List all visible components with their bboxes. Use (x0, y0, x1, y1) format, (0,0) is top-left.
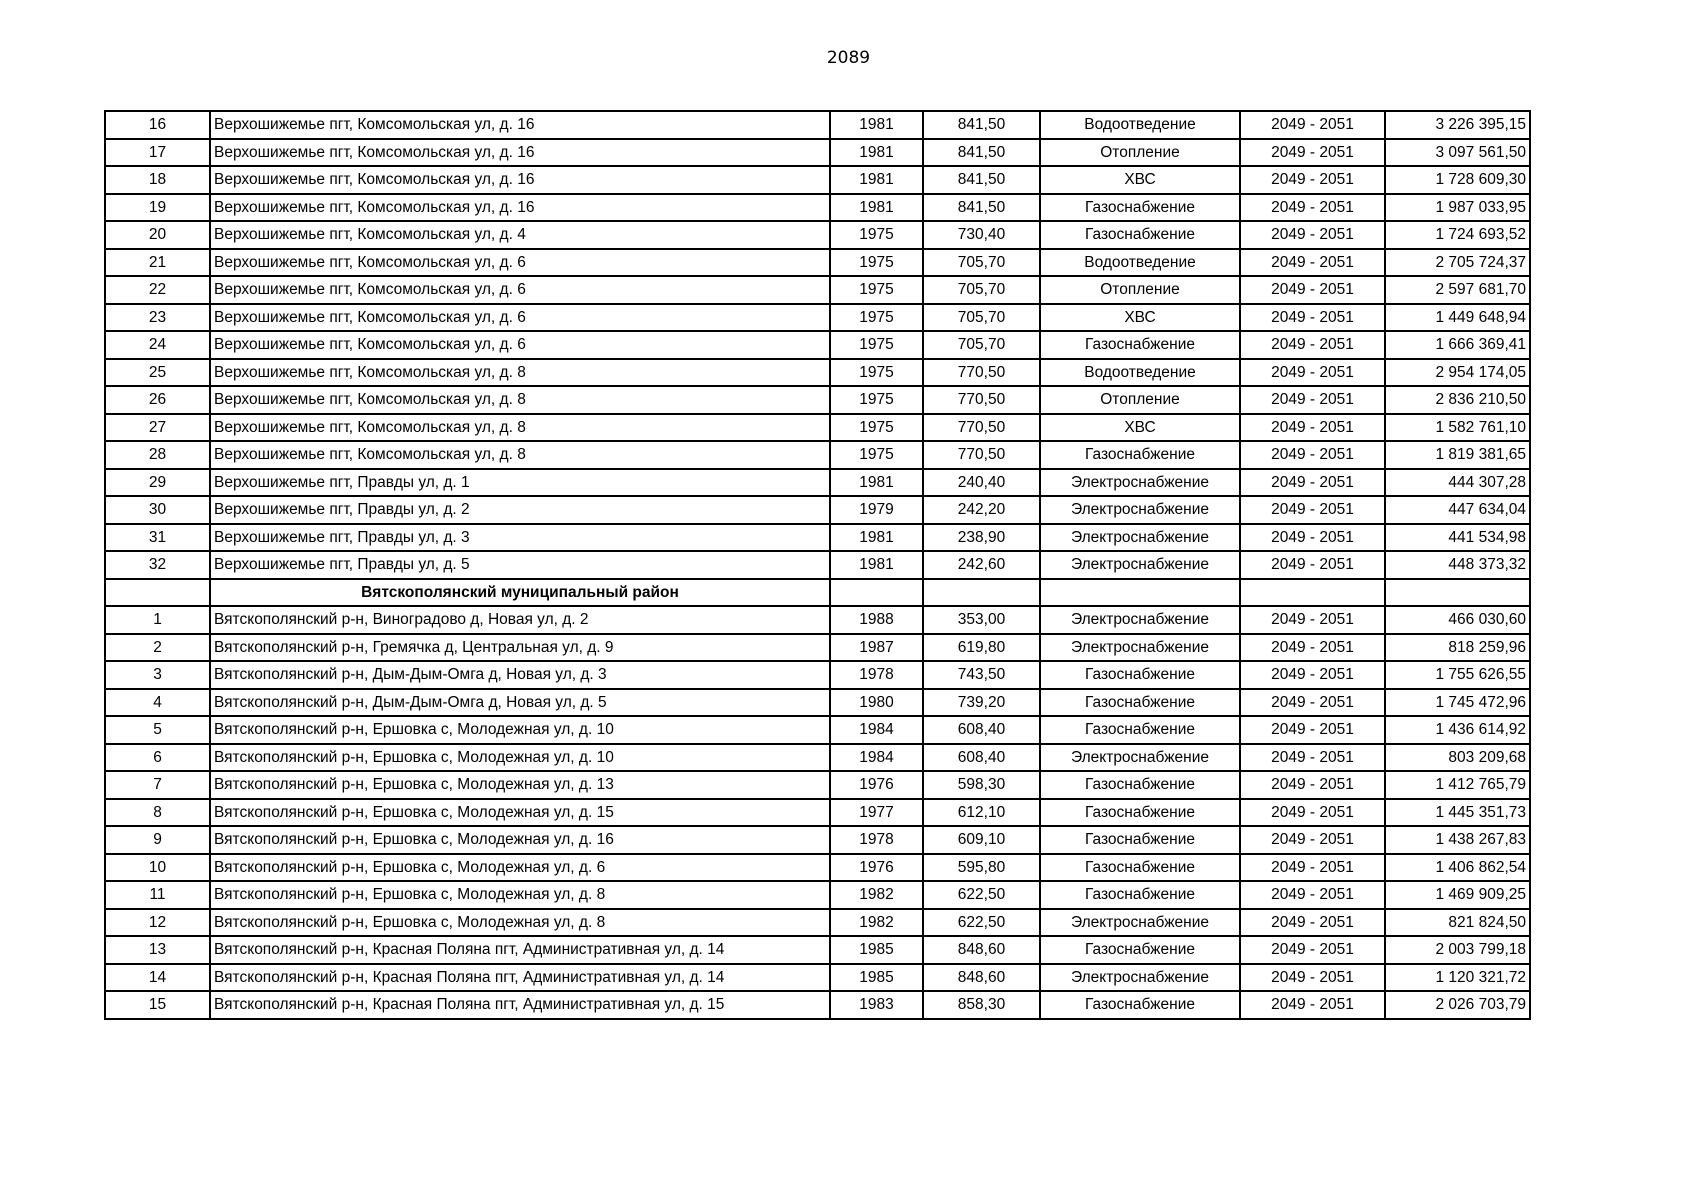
table-row (105, 689, 1530, 717)
cost-cell: 3 097 561,50 (1385, 139, 1530, 167)
work-type-cell: Электроснабжение (1040, 496, 1240, 524)
cost-cell: 1 436 614,92 (1385, 716, 1530, 744)
table-row (105, 881, 1530, 909)
row-number-cell: 24 (105, 331, 210, 359)
area-cell: 353,00 (923, 606, 1040, 634)
area-cell: 841,50 (923, 166, 1040, 194)
period-cell: 2049 - 2051 (1240, 139, 1385, 167)
year-built-cell: 1978 (830, 826, 923, 854)
year-built-cell: 1987 (830, 634, 923, 662)
table-row (105, 744, 1530, 772)
table-row (105, 331, 1530, 359)
row-number-cell: 12 (105, 909, 210, 937)
address-cell: Верхошижемье пгт, Комсомольская ул, д. 16 (210, 111, 830, 139)
work-type-cell: Отопление (1040, 139, 1240, 167)
address-cell: Верхошижемье пгт, Комсомольская ул, д. 6 (210, 304, 830, 332)
row-number-cell: 18 (105, 166, 210, 194)
registry-table-body (105, 111, 1530, 1019)
area-cell: 705,70 (923, 276, 1040, 304)
table-row (105, 771, 1530, 799)
area-cell: 608,40 (923, 744, 1040, 772)
year-built-cell: 1975 (830, 441, 923, 469)
row-number-cell: 15 (105, 991, 210, 1019)
period-cell: 2049 - 2051 (1240, 689, 1385, 717)
work-type-cell: Газоснабжение (1040, 194, 1240, 222)
row-number-cell: 13 (105, 936, 210, 964)
address-cell: Вятскополянский р-н, Ершовка с, Молодежная ул, д. 16 (210, 826, 830, 854)
year-built-cell: 1984 (830, 716, 923, 744)
period-cell: 2049 - 2051 (1240, 826, 1385, 854)
area-cell: 242,20 (923, 496, 1040, 524)
table-row (105, 661, 1530, 689)
year-built-cell: 1988 (830, 606, 923, 634)
area-cell: 858,30 (923, 991, 1040, 1019)
period-cell: 2049 - 2051 (1240, 249, 1385, 277)
row-number-cell: 4 (105, 689, 210, 717)
year-built-cell: 1982 (830, 881, 923, 909)
table-row (105, 496, 1530, 524)
section-header-row (105, 579, 1530, 607)
row-number-cell: 10 (105, 854, 210, 882)
address-cell: Верхошижемье пгт, Комсомольская ул, д. 8 (210, 441, 830, 469)
table-row (105, 139, 1530, 167)
page-number: 2089 (826, 48, 871, 68)
period-cell: 2049 - 2051 (1240, 909, 1385, 937)
period-cell: 2049 - 2051 (1240, 799, 1385, 827)
work-type-cell: Газоснабжение (1040, 799, 1240, 827)
period-cell: 2049 - 2051 (1240, 964, 1385, 992)
work-type-cell: Газоснабжение (1040, 991, 1240, 1019)
period-cell: 2049 - 2051 (1240, 276, 1385, 304)
area-cell: 622,50 (923, 909, 1040, 937)
address-cell: Верхошижемье пгт, Комсомольская ул, д. 16 (210, 166, 830, 194)
period-cell: 2049 - 2051 (1240, 744, 1385, 772)
work-type-cell: Электроснабжение (1040, 606, 1240, 634)
period-cell: 2049 - 2051 (1240, 386, 1385, 414)
period-cell: 2049 - 2051 (1240, 359, 1385, 387)
address-cell: Вятскополянский р-н, Гремячка д, Центральная ул, д. 9 (210, 634, 830, 662)
cost-cell: 2 003 799,18 (1385, 936, 1530, 964)
area-cell: 841,50 (923, 111, 1040, 139)
year-built-cell: 1985 (830, 936, 923, 964)
table-row (105, 551, 1530, 579)
address-cell: Вятскополянский р-н, Ершовка с, Молодежная ул, д. 13 (210, 771, 830, 799)
area-cell: 841,50 (923, 139, 1040, 167)
area-cell: 608,40 (923, 716, 1040, 744)
registry-table (104, 110, 1531, 1020)
area-cell: 848,60 (923, 936, 1040, 964)
area-cell: 705,70 (923, 331, 1040, 359)
cost-cell: 821 824,50 (1385, 909, 1530, 937)
work-type-cell: Газоснабжение (1040, 826, 1240, 854)
year-built-cell: 1981 (830, 551, 923, 579)
cost-cell: 1 445 351,73 (1385, 799, 1530, 827)
table-row (105, 634, 1530, 662)
period-cell: 2049 - 2051 (1240, 524, 1385, 552)
row-number-cell: 25 (105, 359, 210, 387)
area-cell: 770,50 (923, 414, 1040, 442)
area-cell: 743,50 (923, 661, 1040, 689)
row-number-cell: 26 (105, 386, 210, 414)
area-cell: 705,70 (923, 249, 1040, 277)
work-type-cell: Водоотведение (1040, 359, 1240, 387)
table-row (105, 826, 1530, 854)
year-built-cell: 1982 (830, 909, 923, 937)
address-cell: Верхошижемье пгт, Комсомольская ул, д. 6 (210, 276, 830, 304)
area-cell: 770,50 (923, 359, 1040, 387)
year-built-cell: 1976 (830, 771, 923, 799)
address-cell: Вятскополянский р-н, Дым-Дым-Омга д, Новая ул, д. 3 (210, 661, 830, 689)
work-type-cell: Электроснабжение (1040, 964, 1240, 992)
address-cell: Вятскополянский р-н, Красная Поляна пгт, Административная ул, д. 14 (210, 964, 830, 992)
row-number-cell (105, 579, 210, 607)
address-cell: Верхошижемье пгт, Правды ул, д. 5 (210, 551, 830, 579)
year-built-cell: 1981 (830, 469, 923, 497)
work-type-cell: Отопление (1040, 276, 1240, 304)
table-row (105, 386, 1530, 414)
cost-cell: 1 755 626,55 (1385, 661, 1530, 689)
work-type-cell: Газоснабжение (1040, 441, 1240, 469)
table-row (105, 414, 1530, 442)
period-cell (1240, 579, 1385, 607)
row-number-cell: 1 (105, 606, 210, 634)
period-cell: 2049 - 2051 (1240, 331, 1385, 359)
address-cell: Верхошижемье пгт, Комсомольская ул, д. 8 (210, 359, 830, 387)
cost-cell: 803 209,68 (1385, 744, 1530, 772)
table-row (105, 441, 1530, 469)
year-built-cell: 1981 (830, 111, 923, 139)
period-cell: 2049 - 2051 (1240, 441, 1385, 469)
work-type-cell: Электроснабжение (1040, 744, 1240, 772)
year-built-cell: 1981 (830, 139, 923, 167)
area-cell: 705,70 (923, 304, 1040, 332)
address-cell: Верхошижемье пгт, Правды ул, д. 2 (210, 496, 830, 524)
row-number-cell: 8 (105, 799, 210, 827)
period-cell: 2049 - 2051 (1240, 661, 1385, 689)
year-built-cell: 1983 (830, 991, 923, 1019)
row-number-cell: 32 (105, 551, 210, 579)
area-cell: 619,80 (923, 634, 1040, 662)
work-type-cell: Отопление (1040, 386, 1240, 414)
cost-cell: 441 534,98 (1385, 524, 1530, 552)
area-cell: 730,40 (923, 221, 1040, 249)
address-cell: Верхошижемье пгт, Комсомольская ул, д. 16 (210, 139, 830, 167)
cost-cell: 466 030,60 (1385, 606, 1530, 634)
cost-cell: 1 469 909,25 (1385, 881, 1530, 909)
table-row (105, 304, 1530, 332)
work-type-cell: ХВС (1040, 166, 1240, 194)
cost-cell: 2 026 703,79 (1385, 991, 1530, 1019)
area-cell: 612,10 (923, 799, 1040, 827)
period-cell: 2049 - 2051 (1240, 111, 1385, 139)
section-title-cell: Вятскополянский муниципальный район (210, 579, 830, 607)
table-row (105, 194, 1530, 222)
row-number-cell: 23 (105, 304, 210, 332)
work-type-cell: Газоснабжение (1040, 771, 1240, 799)
area-cell (923, 579, 1040, 607)
work-type-cell: Электроснабжение (1040, 909, 1240, 937)
period-cell: 2049 - 2051 (1240, 991, 1385, 1019)
work-type-cell: ХВС (1040, 414, 1240, 442)
row-number-cell: 21 (105, 249, 210, 277)
work-type-cell: Водоотведение (1040, 111, 1240, 139)
row-number-cell: 14 (105, 964, 210, 992)
period-cell: 2049 - 2051 (1240, 716, 1385, 744)
table-row (105, 964, 1530, 992)
work-type-cell: Водоотведение (1040, 249, 1240, 277)
cost-cell: 2 954 174,05 (1385, 359, 1530, 387)
area-cell: 595,80 (923, 854, 1040, 882)
address-cell: Верхошижемье пгт, Комсомольская ул, д. 4 (210, 221, 830, 249)
cost-cell: 1 406 862,54 (1385, 854, 1530, 882)
cost-cell: 1 819 381,65 (1385, 441, 1530, 469)
table-row (105, 854, 1530, 882)
area-cell: 848,60 (923, 964, 1040, 992)
period-cell: 2049 - 2051 (1240, 221, 1385, 249)
address-cell: Вятскополянский р-н, Красная Поляна пгт, Административная ул, д. 15 (210, 991, 830, 1019)
period-cell: 2049 - 2051 (1240, 936, 1385, 964)
row-number-cell: 28 (105, 441, 210, 469)
period-cell: 2049 - 2051 (1240, 854, 1385, 882)
cost-cell: 1 412 765,79 (1385, 771, 1530, 799)
area-cell: 598,30 (923, 771, 1040, 799)
year-built-cell: 1985 (830, 964, 923, 992)
year-built-cell: 1980 (830, 689, 923, 717)
work-type-cell (1040, 579, 1240, 607)
address-cell: Вятскополянский р-н, Ершовка с, Молодежная ул, д. 10 (210, 744, 830, 772)
cost-cell (1385, 579, 1530, 607)
work-type-cell: Газоснабжение (1040, 936, 1240, 964)
row-number-cell: 16 (105, 111, 210, 139)
period-cell: 2049 - 2051 (1240, 606, 1385, 634)
address-cell: Вятскополянский р-н, Красная Поляна пгт, Административная ул, д. 14 (210, 936, 830, 964)
address-cell: Верхошижемье пгт, Комсомольская ул, д. 6 (210, 331, 830, 359)
area-cell: 739,20 (923, 689, 1040, 717)
cost-cell: 1 728 609,30 (1385, 166, 1530, 194)
address-cell: Вятскополянский р-н, Ершовка с, Молодежная ул, д. 8 (210, 881, 830, 909)
table-row (105, 991, 1530, 1019)
table-row (105, 221, 1530, 249)
year-built-cell: 1975 (830, 414, 923, 442)
cost-cell: 447 634,04 (1385, 496, 1530, 524)
row-number-cell: 19 (105, 194, 210, 222)
address-cell: Вятскополянский р-н, Ершовка с, Молодежная ул, д. 10 (210, 716, 830, 744)
period-cell: 2049 - 2051 (1240, 194, 1385, 222)
table-row (105, 524, 1530, 552)
row-number-cell: 30 (105, 496, 210, 524)
year-built-cell: 1981 (830, 524, 923, 552)
work-type-cell: Газоснабжение (1040, 661, 1240, 689)
work-type-cell: Электроснабжение (1040, 634, 1240, 662)
year-built-cell: 1981 (830, 166, 923, 194)
address-cell: Верхошижемье пгт, Правды ул, д. 3 (210, 524, 830, 552)
table-row (105, 111, 1530, 139)
address-cell: Вятскополянский р-н, Дым-Дым-Омга д, Новая ул, д. 5 (210, 689, 830, 717)
address-cell: Верхошижемье пгт, Комсомольская ул, д. 8 (210, 414, 830, 442)
row-number-cell: 9 (105, 826, 210, 854)
cost-cell: 1 724 693,52 (1385, 221, 1530, 249)
cost-cell: 1 666 369,41 (1385, 331, 1530, 359)
row-number-cell: 22 (105, 276, 210, 304)
area-cell: 841,50 (923, 194, 1040, 222)
table-row (105, 799, 1530, 827)
cost-cell: 3 226 395,15 (1385, 111, 1530, 139)
year-built-cell: 1976 (830, 854, 923, 882)
address-cell: Верхошижемье пгт, Комсомольская ул, д. 6 (210, 249, 830, 277)
period-cell: 2049 - 2051 (1240, 551, 1385, 579)
work-type-cell: Газоснабжение (1040, 854, 1240, 882)
cost-cell: 1 582 761,10 (1385, 414, 1530, 442)
area-cell: 240,40 (923, 469, 1040, 497)
address-cell: Вятскополянский р-н, Ершовка с, Молодежная ул, д. 8 (210, 909, 830, 937)
cost-cell: 2 836 210,50 (1385, 386, 1530, 414)
table-row (105, 469, 1530, 497)
year-built-cell (830, 579, 923, 607)
work-type-cell: Электроснабжение (1040, 469, 1240, 497)
row-number-cell: 3 (105, 661, 210, 689)
cost-cell: 1 745 472,96 (1385, 689, 1530, 717)
year-built-cell: 1978 (830, 661, 923, 689)
work-type-cell: Электроснабжение (1040, 551, 1240, 579)
table-row (105, 359, 1530, 387)
period-cell: 2049 - 2051 (1240, 771, 1385, 799)
cost-cell: 1 120 321,72 (1385, 964, 1530, 992)
cost-cell: 1 987 033,95 (1385, 194, 1530, 222)
period-cell: 2049 - 2051 (1240, 881, 1385, 909)
period-cell: 2049 - 2051 (1240, 304, 1385, 332)
work-type-cell: Газоснабжение (1040, 331, 1240, 359)
period-cell: 2049 - 2051 (1240, 496, 1385, 524)
year-built-cell: 1975 (830, 386, 923, 414)
work-type-cell: Газоснабжение (1040, 689, 1240, 717)
area-cell: 242,60 (923, 551, 1040, 579)
year-built-cell: 1975 (830, 331, 923, 359)
row-number-cell: 7 (105, 771, 210, 799)
cost-cell: 818 259,96 (1385, 634, 1530, 662)
address-cell: Верхошижемье пгт, Комсомольская ул, д. 16 (210, 194, 830, 222)
period-cell: 2049 - 2051 (1240, 634, 1385, 662)
area-cell: 622,50 (923, 881, 1040, 909)
period-cell: 2049 - 2051 (1240, 166, 1385, 194)
address-cell: Вятскополянский р-н, Виноградово д, Новая ул, д. 2 (210, 606, 830, 634)
cost-cell: 448 373,32 (1385, 551, 1530, 579)
row-number-cell: 2 (105, 634, 210, 662)
row-number-cell: 27 (105, 414, 210, 442)
table-row (105, 166, 1530, 194)
table-row (105, 276, 1530, 304)
year-built-cell: 1975 (830, 359, 923, 387)
cost-cell: 1 449 648,94 (1385, 304, 1530, 332)
work-type-cell: ХВС (1040, 304, 1240, 332)
year-built-cell: 1975 (830, 276, 923, 304)
table-row (105, 606, 1530, 634)
cost-cell: 2 705 724,37 (1385, 249, 1530, 277)
table-row (105, 716, 1530, 744)
row-number-cell: 29 (105, 469, 210, 497)
address-cell: Вятскополянский р-н, Ершовка с, Молодежная ул, д. 6 (210, 854, 830, 882)
table-row (105, 936, 1530, 964)
work-type-cell: Электроснабжение (1040, 524, 1240, 552)
area-cell: 770,50 (923, 386, 1040, 414)
cost-cell: 444 307,28 (1385, 469, 1530, 497)
address-cell: Верхошижемье пгт, Комсомольская ул, д. 8 (210, 386, 830, 414)
row-number-cell: 11 (105, 881, 210, 909)
year-built-cell: 1977 (830, 799, 923, 827)
period-cell: 2049 - 2051 (1240, 414, 1385, 442)
area-cell: 609,10 (923, 826, 1040, 854)
row-number-cell: 5 (105, 716, 210, 744)
year-built-cell: 1984 (830, 744, 923, 772)
work-type-cell: Газоснабжение (1040, 881, 1240, 909)
work-type-cell: Газоснабжение (1040, 716, 1240, 744)
year-built-cell: 1975 (830, 221, 923, 249)
row-number-cell: 6 (105, 744, 210, 772)
year-built-cell: 1975 (830, 304, 923, 332)
table-row (105, 909, 1530, 937)
row-number-cell: 20 (105, 221, 210, 249)
table-row (105, 249, 1530, 277)
year-built-cell: 1975 (830, 249, 923, 277)
address-cell: Верхошижемье пгт, Правды ул, д. 1 (210, 469, 830, 497)
cost-cell: 2 597 681,70 (1385, 276, 1530, 304)
period-cell: 2049 - 2051 (1240, 469, 1385, 497)
year-built-cell: 1979 (830, 496, 923, 524)
row-number-cell: 17 (105, 139, 210, 167)
address-cell: Вятскополянский р-н, Ершовка с, Молодежная ул, д. 15 (210, 799, 830, 827)
cost-cell: 1 438 267,83 (1385, 826, 1530, 854)
year-built-cell: 1981 (830, 194, 923, 222)
area-cell: 770,50 (923, 441, 1040, 469)
row-number-cell: 31 (105, 524, 210, 552)
area-cell: 238,90 (923, 524, 1040, 552)
work-type-cell: Газоснабжение (1040, 221, 1240, 249)
